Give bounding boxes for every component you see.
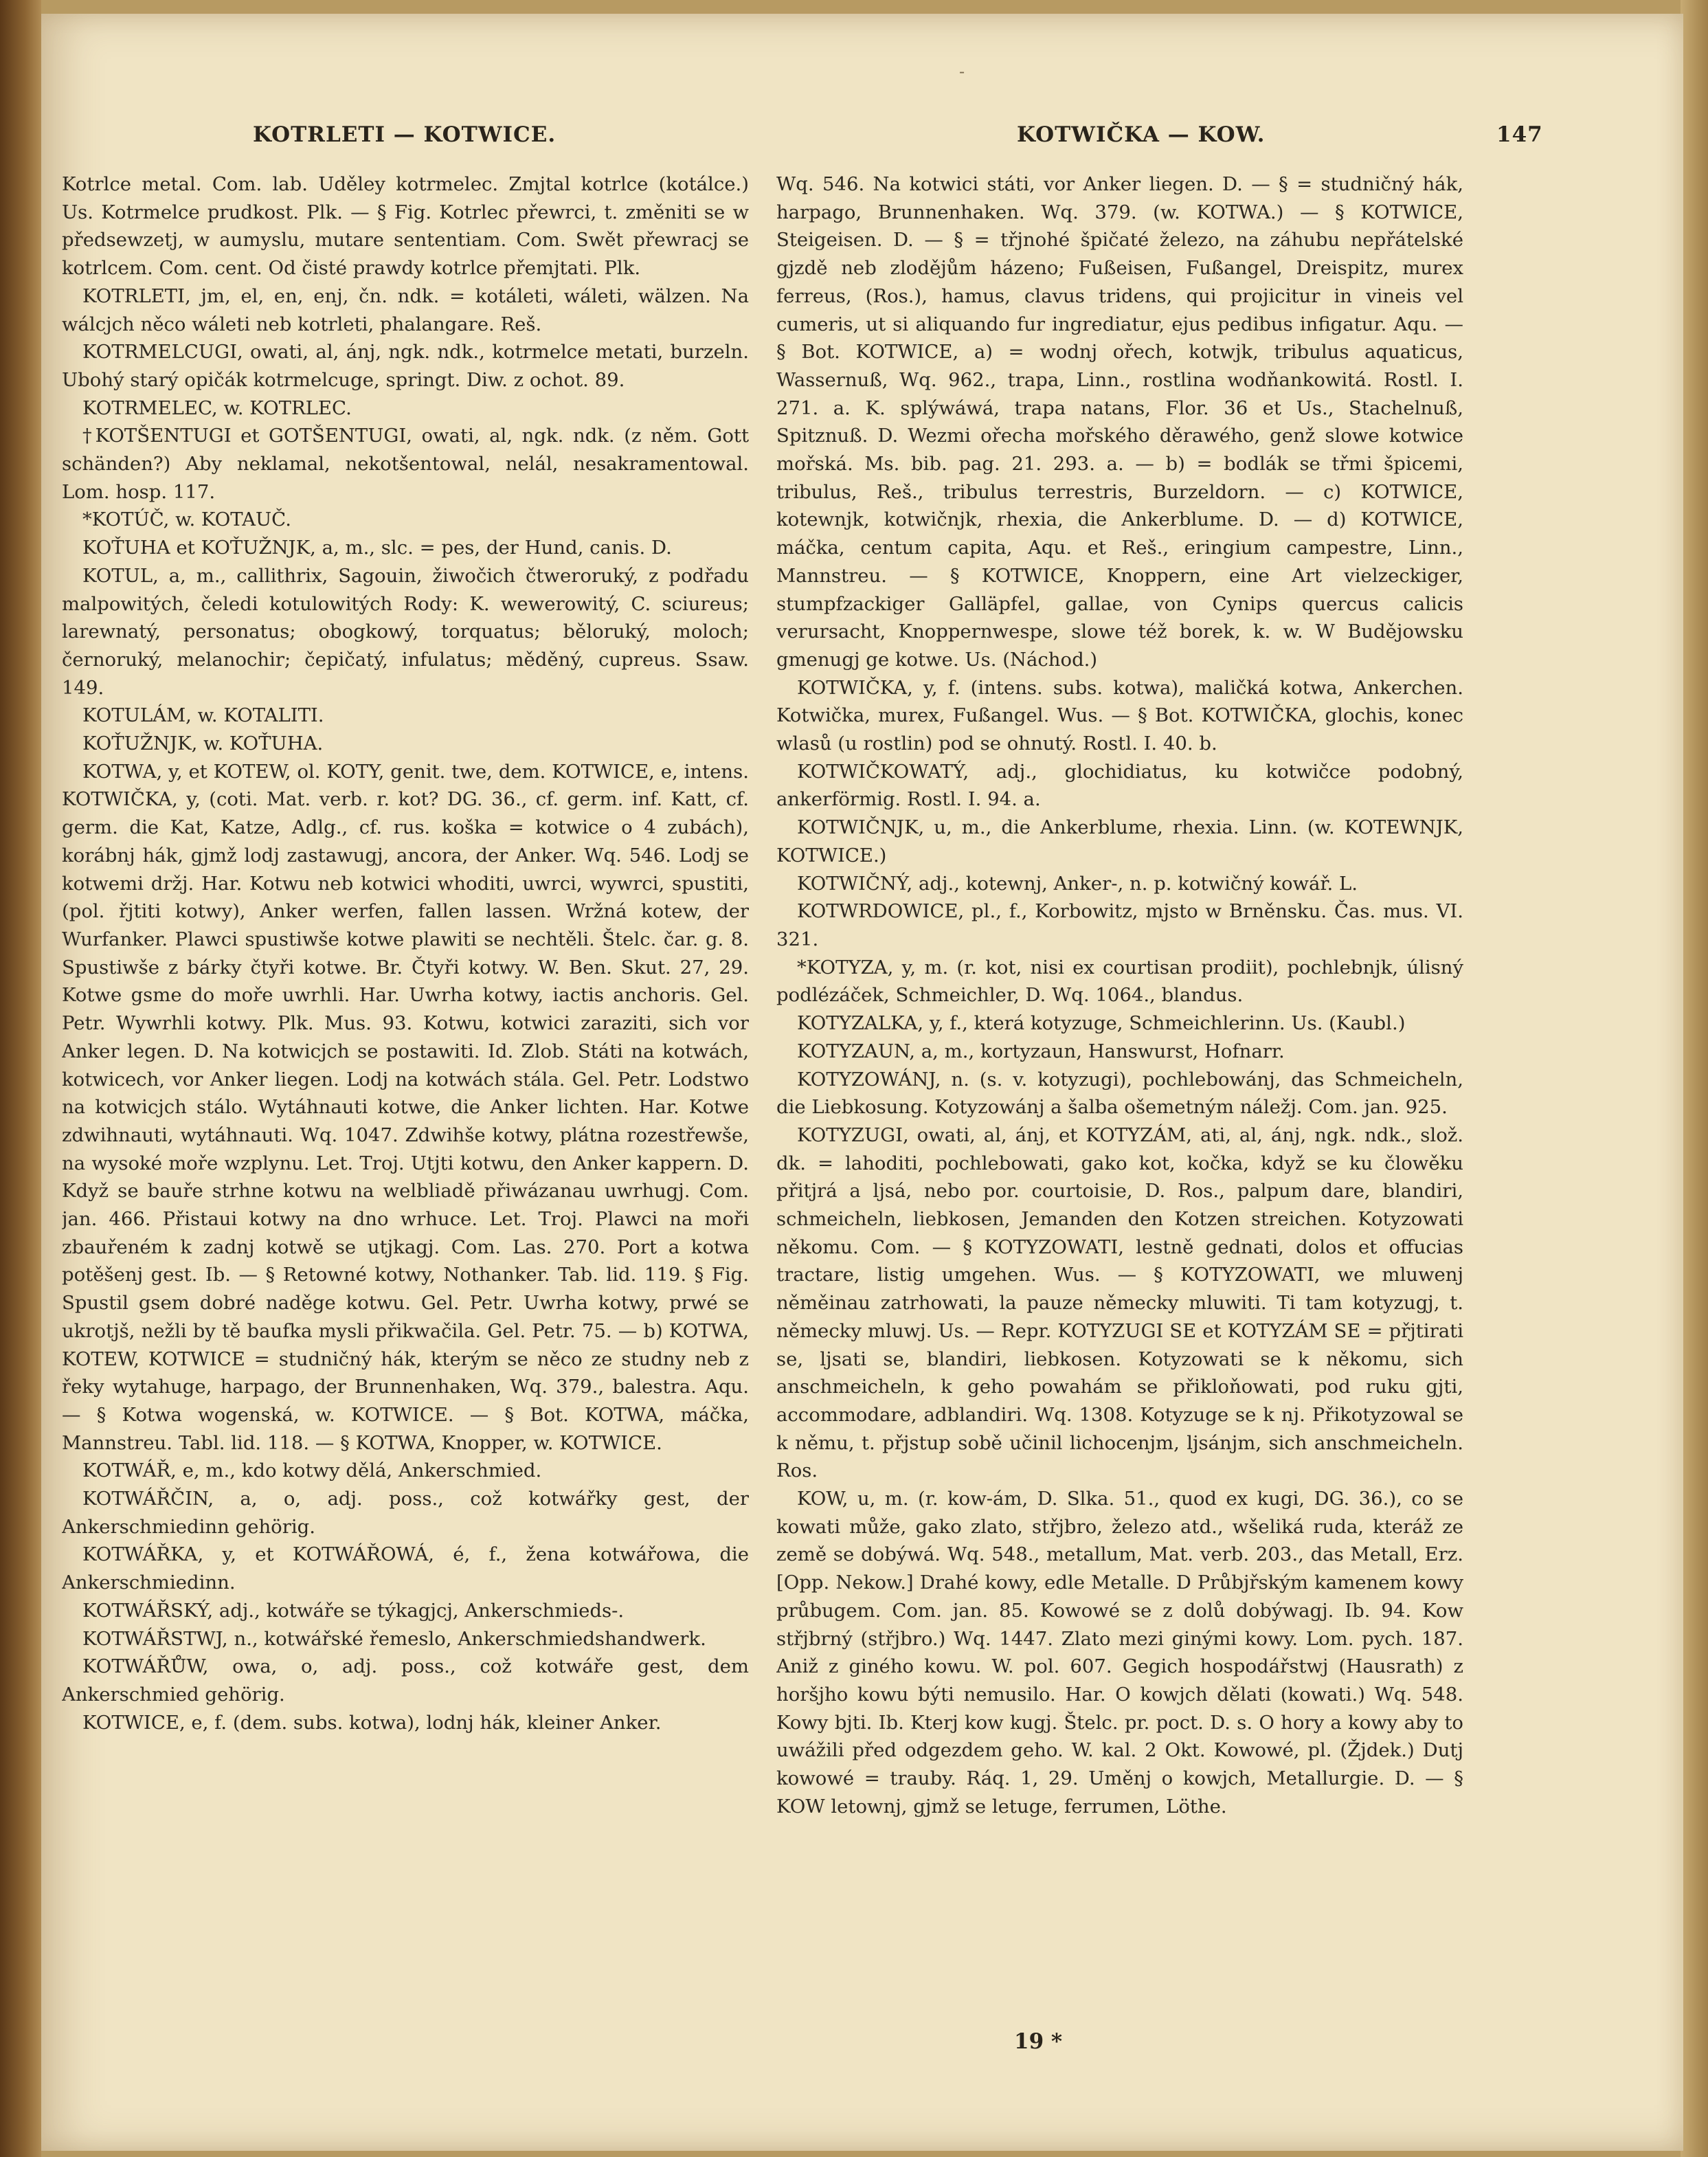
dictionary-entry: KOTRMELEC, w. KOTRLEC. (82, 396, 352, 419)
page-top-mark: - (959, 62, 965, 81)
dictionary-entry: KOTYZUGI, owati, al, ánj, et KOTYZÁM, ati, al, ánj, ngk. ndk., slož. dk. = lahoditi, pochlebowati, gako kot, kočka, když se ku člowěku přitjrá a ljsá, nebo por. courtoisie, D. Ros., palpum dare, blandiri, schmeicheln, liebkosen, Jemanden den Kotzen streichen. Kotyzowati někomu. Com. — § KOTYZOWATI, lestně gednati, dolos et offucias tractare, listig umgehen. Wus. — § KOTYZOWATI, we mluwenj něměinau zatrhowati, la pauze německy mluwiti. Ti tam kotyzugj, t. německy mluwj. Us. — Repr. KOTYZUGI SE et KOTYZÁM SE = přjtirati se, ljsati se, blandiri, liebkosen. Kotyzowati se k někomu, sich anschmeicheln, k geho powahám se přikloňowati, pod ruku gjti, accommodare, adblandiri. Wq. 1308. Kotyzuge se k nj. Přikotyzowal se k němu, t. přjstup sobě učinil lichocenjm, ljsánjm, sich anschmeicheln. Ros. (776, 1124, 1463, 1482)
dictionary-entry: KOW, u, m. (r. kow-ám, D. Slka. 51., quod ex kugi, DG. 36.), co se kowati může, gako zlato, střjbro, železo atd., wšeliká ruda, kteráž ze země se dobýwá. Wq. 548., metallum, Mat. verb. 203., das Metall, Erz. [Opp. Nekow.] Drahé kowy, edle Metalle. D Průbjřským kamenem kowy průbugem. Com. jan. 85. Kowowé se z dolů dobýwagj. Ib. 94. Kow střjbrný (střjbro.) Wq. 1447. Zlato mezi ginými kowy. Lom. pych. 187. Aniž z giného kowu. W. pol. 607. Gegich hospodářstwj (Hausrath) z horšjho kowu býti nemusilo. Har. O kowjch dělati (kowati.) Wq. 548. Kowy bjti. Ib. Kterj kow kugj. Štelc. pr. poct. D. s. O hory a kowy aby to uwážili před odgezdem geho. W. kal. 2 Okt. Kowowé, pl. (Žjdek.) Dutj kowowé = trauby. Ráq. 1, 29. Uměnj o kowjch, Metallurgie. D. — § KOW letownj, gjmž se letuge, ferrumen, Löthe. (776, 1488, 1463, 1818)
dictionary-entry: KOTYZAUN, a, m., kortyzaun, Hanswurst, Hofnarr. (797, 1040, 1285, 1062)
dictionary-entry: KOTWÁŘSTWJ, n., kotwářské řemeslo, Ankerschmiedshandwerk. (82, 1627, 706, 1650)
dictionary-entry: KOTWICE, e, f. (dem. subs. kotwa), lodnj hák, kleiner Anker. (82, 1711, 662, 1734)
dictionary-entry: KOTRLETI, jm, el, en, enj, čn. ndk. = kotáleti, wáleti, wälzen. Na wálcjch něco wáleti neb kotrleti, phalangare. Reš. (62, 284, 749, 335)
dictionary-entry: KOTWIČKOWATÝ, adj., glochidiatus, ku kotwičce podobný, ankerförmig. Rostl. I. 94. a. (776, 760, 1463, 811)
dictionary-entry: KOTWÁŘŮW, owa, o, adj. poss., což kotwáře gest, dem Ankerschmied gehörig. (62, 1655, 749, 1706)
dictionary-entry: KOTWIČNJK, u, m., die Ankerblume, rhexia. Linn. (w. KOTEWNJK, KOTWICE.) (776, 816, 1463, 867)
dictionary-entry: *KOTÚČ, w. KOTAUČ. (82, 508, 291, 531)
scan-right-edge (1681, 0, 1708, 2157)
dictionary-entry: KOŤUHA et KOŤUŽNJK, a, m., slc. = pes, der Hund, canis. D. (82, 537, 672, 559)
dictionary-entry: KOTWRDOWICE, pl., f., Korbowitz, mjsto w Brněnsku. Čas. mus. VI. 321. (776, 900, 1463, 950)
dictionary-entry: KOTWIČNÝ, adj., kotewnj, Anker-, n. p. kotwičný kowář. L. (797, 872, 1358, 895)
dictionary-entry: KOTULÁM, w. KOTALITI. (82, 704, 324, 727)
header-right-guideword: KOTWIČKA — KOW. (1017, 122, 1266, 147)
dictionary-entry: KOTUL, a, m., callithrix, Sagouin, žiwočich čtweroruký, z podřadu malpowitých, čeledi kotulowitých Rody: K. wewerowitý, C. sciureus; larewnatý, personatus; obogkowý, torquatus; běloruký, moloch; černoruký, melanochir; čepičatý, infulatus; měděný, cupreus. Ssaw. 149. (62, 564, 749, 699)
header-left-guideword: KOTRLETI — KOTWICE. (253, 122, 557, 147)
left-column (62, 170, 749, 2012)
page-number: 147 (1496, 122, 1543, 147)
dictionary-entry: KOTWÁŘKA, y, et KOTWÁŘOWÁ, é, f., žena kotwářowa, die Ankerschmiedinn. (62, 1543, 749, 1594)
dictionary-entry: KOŤUŽNJK, w. KOŤUHA. (82, 733, 324, 755)
dictionary-entry: KOTWA, y, et KOTEW, ol. KOTY, genit. twe, dem. KOTWICE, e, intens. KOTWIČKA, y, (coti. Mat. verb. r. kot? DG. 36., cf. germ. inf. Katt, cf. germ. die Kat, Katze, Adlg., cf. rus. koška = kotwice o 4 zubách), korábnj hák, gjmž lodj zastawugj, ancora, der Anker. Wq. 546. Lodj se kotwemi držj. Har. Kotwu neb kotwici whoditi, uwrci, wywrci, spustiti, (pol. řjtiti kotwy), Anker werfen, fallen lassen. Wržná kotew, der Wurfanker. Plawci spustiwše kotwe plawiti se nechtěli. Štelc. čar. g. 8. Spustiwše z bárky čtyři kotwe. Br. Čtyři kotwy. W. Ben. Skut. 27, 29. Kotwe gsme do moře uwrhli. Har. Uwrha kotwy, iactis anchoris. Gel. Petr. Wywrhli kotwy. Plk. Mus. 93. Kotwu, kotwici zaraziti, sich vor Anker legen. D. Na kotwicjch se postawiti. Id. Zlob. Státi na kotwách, kotwicech, vor Anker liegen. Lodj na kotwách stála. Gel. Petr. Lodstwo na kotwicjch stálo. Wytáhnauti kotwe, die Anker lichten. Har. Kotwe zdwihnauti, wytáhnauti. Wq. 1047. Zdwihše kotwy, plátna rozestřewše, na wysoké moře wzplynu. Let. Troj. Utjti kotwu, den Anker kappern. D. Když se bauře strhne kotwu na welbliadě přiwázanau uwrhugj. Com. jan. 466. Přistaui kotwy na dno wrhuce. Let. Troj. Plawci na moři zbauřeném k zadnj kotwě se utjkagj. Com. Las. 270. Port a kotwa potěšenj gest. Ib. — § Retowné kotwy, Nothanker. Tab. lid. 119. § Fig. Spustil gsem dobré naděge kotwu. Gel. Petr. Uwrha kotwy, prwé se ukrotjš, nežli by tě baufka mysli přikwačila. Gel. Petr. 75. — b) KOTWA, KOTEW, KOTWICE = studničný hák, kterým se něco ze studny neb z řeky wytahuge, harpago, der Brunnenhaken, Wq. 379., balestra. Aqu. — § Kotwa wogenská, w. KOTWICE. — § Bot. KOTWA, máčka, Mannstreu. Tabl. lid. 118. — § KOTWA, Knopper, w. KOTWICE. (62, 760, 749, 1454)
dictionary-entry: KOTRMELCUGI, owati, al, ánj, ngk. ndk., kotrmelce metati, burzeln. Ubohý starý opičák kotrmelcuge, springt. Diw. z ochot. 89. (62, 341, 749, 391)
right-column (776, 170, 1463, 2012)
dictionary-entry: KOTYZOWÁNJ, n. (s. v. kotyzugi), pochlebowánj, das Schmeicheln, die Liebkosung. Kotyzowánj a šalba ošemetným náležj. Com. jan. 925. (776, 1068, 1463, 1119)
dictionary-entry: *KOTYZA, y, m. (r. kot, nisi ex courtisan prodiit), pochlebnjk, úlisný podlézáček, Schmeichler, D. Wq. 1064., blandus. (776, 956, 1463, 1007)
dictionary-entry: KOTWÁŘSKÝ, adj., kotwáře se týkagjcj, Ankerschmieds-. (82, 1599, 625, 1622)
printer-signature-mark: 19 * (1014, 2029, 1063, 2054)
dictionary-entry: KOTYZALKA, y, f., která kotyzuge, Schmeichlerinn. Us. (Kaubl.) (797, 1012, 1406, 1035)
dictionary-entry: †KOTŠENTUGI et GOTŠENTUGI, owati, al, ngk. ndk. (z něm. Gott schänden?) Aby neklamal, nekotšentowal, nelál, nesakramentowal. Lom. hosp. 117. (62, 425, 749, 503)
dictionary-entry: KOTWÁŘČIN, a, o, adj. poss., což kotwářky gest, der Ankerschmiedinn gehörig. (62, 1488, 749, 1538)
dictionary-entry: Wq. 546. Na kotwici státi, vor Anker liegen. D. — § = studničný hák, harpago, Brunnenhaken. Wq. 379. (w. KOTWA.) — § KOTWICE, Steigeisen. D. — § = třjnohé špičaté železo, na záhubu nepřátelské gjzdě neb zlodějům házeno; Fußeisen, Fußangel, Dreispitz, murex ferreus, (Ros.), hamus, clavus tridens, qui projicitur in vineis vel cumeris, ut si aliquando fur ingrediatur, ejus pedibus infigatur. Aqu. — § Bot. KOTWICE, a) = wodnj ořech, kotwjk, tribulus aquaticus, Wassernuß, Wq. 962., trapa, Linn., rostlina wodňankowitá. Rostl. I. 271. a. K. splýwáwá, trapa natans, Flor. 36 et Us., Stachelnuß, Spitznuß. D. Wezmi ořecha mořského děrawého, genž slowe kotwice mořská. Ms. bib. pag. 21. 293. a. — b) = bodlák se třmi špicemi, tribulus, Reš., tribulus terrestris, Burzeldorn. — c) KOTWICE, kotewnjk, kotwičnjk, rhexia, die Ankerblume. D. — d) KOTWICE, máčka, centum capita, Aqu. et Reš., eringium campestre, Linn., Mannstreu. — § KOTWICE, Knoppern, eine Art vielzeckiger, stumpfzackiger Galläpfel, gallae, von Cynips quercus calicis verursacht, Knoppernwespe, slowe též borek, k. w. W Budějowsku gmenugj ge kotwe. Us. (Náchod.) (776, 173, 1463, 671)
dictionary-entry: KOTWÁŘ, e, m., kdo kotwy dělá, Ankerschmied. (82, 1460, 542, 1482)
scan-binding-edge (0, 0, 41, 2157)
dictionary-entry: Kotrlce metal. Com. lab. Uděley kotrmelec. Zmjtal kotrlce (kotálce.) Us. Kotrmelce prudkost. Plk. — § Fig. Kotrlec přewrci, t. změniti se w předsewzetj, w aumyslu, mutare sententiam. Com. Swět přewracj se kotrlcem. Com. cent. Od čisté prawdy kotrlce přemjtati. Plk. (62, 173, 749, 280)
dictionary-entry: KOTWIČKA, y, f. (intens. subs. kotwa), maličká kotwa, Ankerchen. Kotwička, murex, Fußangel. Wus. — § Bot. KOTWIČKA, glochis, konec wlasů (u rostlin) pod se ohnutý. Rostl. I. 40. b. (776, 676, 1463, 755)
